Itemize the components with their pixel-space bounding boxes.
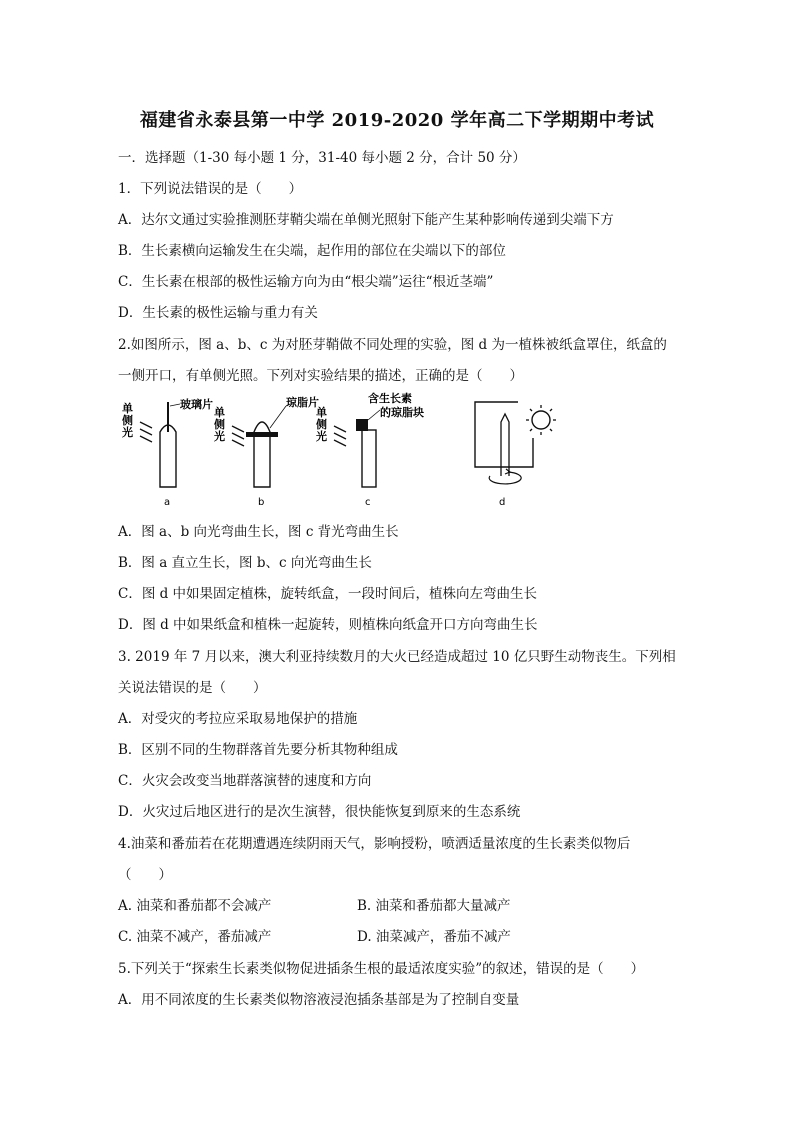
q1-option-c: C．生长素在根部的极性运输方向为由“根尖端”运往“根近茎端” xyxy=(118,274,494,290)
q4-stem-line2: （ ） xyxy=(118,867,172,883)
q3-option-c: C．火灾会改变当地群落演替的速度和方向 xyxy=(118,773,372,789)
figure-d xyxy=(475,402,556,508)
light-arrows-b xyxy=(232,426,244,446)
light-arrows-c xyxy=(334,426,346,446)
q4-option-c: C. 油菜不减产，番茄减产 xyxy=(118,929,272,945)
coleoptile-b xyxy=(254,422,270,487)
q3-option-b: B．区别不同的生物群落首先要分析其物种组成 xyxy=(118,742,398,758)
q2-option-d: D．图 d 中如果纸盒和植株一起旋转，则植株向纸盒开口方向弯曲生长 xyxy=(118,617,538,633)
light-arrows-a xyxy=(140,422,152,442)
light-label-a: 单侧光 xyxy=(122,402,133,439)
q2-stem-line2: 一侧开口，有单侧光照。下列对实验结果的描述，正确的是（ ） xyxy=(118,368,523,384)
q1-option-a: A．达尔文通过实验推测胚芽鞘尖端在单侧光照射下能产生某种影响传递到尖端下方 xyxy=(118,212,614,228)
light-label-c: 单侧光 xyxy=(316,406,327,443)
glass-label: 玻璃片 xyxy=(180,398,213,411)
figure-a xyxy=(121,397,213,508)
auxin-block-label-1: 含生长素 xyxy=(368,392,412,405)
section-heading: 一．选择题（1-30 每小题 1 分，31-40 每小题 2 分，合计 50 分） xyxy=(118,150,526,166)
label-b: b xyxy=(258,497,265,508)
q3-stem-line2: 关说法错误的是（ ） xyxy=(118,680,267,696)
plant-d xyxy=(501,414,509,462)
glass-pointer xyxy=(170,404,180,406)
coleoptile-a xyxy=(160,425,176,487)
q4-option-a: A. 油菜和番茄都不会减产 xyxy=(118,898,272,914)
label-a: a xyxy=(164,497,171,508)
q4-stem-line1: 4.油菜和番茄若在花期遭遇连续阴雨天气，影响授粉，喷洒适量浓度的生长素类似物后 xyxy=(118,836,631,852)
sun-icon xyxy=(532,411,550,429)
auxin-block-pointer xyxy=(368,410,380,420)
label-c: c xyxy=(365,497,371,508)
sun-rays xyxy=(526,405,556,435)
figure-c xyxy=(315,392,424,508)
q1-option-b: B．生长素横向运输发生在尖端，起作用的部位在尖端以下的部位 xyxy=(118,243,506,259)
paper-box xyxy=(475,402,533,467)
q4-option-d: D. 油菜减产，番茄不减产 xyxy=(357,929,511,945)
q2-option-c: C．图 d 中如果固定植株，旋转纸盒，一段时间后，植株向左弯曲生长 xyxy=(118,586,538,602)
phototropism-diagram xyxy=(118,392,588,512)
q1-option-d: D．生长素的极性运输与重力有关 xyxy=(118,305,318,321)
label-d: d xyxy=(499,497,506,508)
agar-sheet xyxy=(246,432,278,437)
agar-label: 琼脂片 xyxy=(286,396,319,409)
q5-option-a: A．用不同浓度的生长素类似物溶液浸泡插条基部是为了控制自变量 xyxy=(118,992,520,1008)
q2-option-a: A．图 a、b 向光弯曲生长，图 c 背光弯曲生长 xyxy=(118,524,399,540)
q3-stem-line1: 3. 2019 年 7 月以来，澳大利亚持续数月的大火已经造成超过 10 亿只野生动物丧生。下列相 xyxy=(118,649,676,665)
q1-stem: 1．下列说法错误的是（ ） xyxy=(118,181,303,197)
agar-pointer xyxy=(270,406,286,428)
auxin-agar-block xyxy=(356,419,368,431)
q2-option-b: B．图 a 直立生长，图 b、c 向光弯曲生长 xyxy=(118,555,372,571)
q3-option-a: A．对受灾的考拉应采取易地保护的措施 xyxy=(118,711,358,727)
page-title: 福建省永泰县第一中学 2019-2020 学年高二下学期期中考试 xyxy=(139,110,655,131)
q3-option-d: D．火灾过后地区进行的是次生演替，很快能恢复到原来的生态系统 xyxy=(118,804,521,820)
q5-stem: 5.下列关于“探索生长素类似物促进插条生根的最适浓度实验”的叙述，错误的是（ ） xyxy=(118,961,645,977)
auxin-block-label-2: 的琼脂块 xyxy=(380,406,424,419)
decapitated-coleoptile-c xyxy=(362,430,376,487)
q4-option-b: B. 油菜和番茄都大量减产 xyxy=(357,898,511,914)
phototropism-figure xyxy=(118,392,588,512)
figure-b xyxy=(213,395,319,508)
light-label-b: 单侧光 xyxy=(214,406,225,443)
q2-stem-line1: 2.如图所示，图 a、b、c 为对胚芽鞘做不同处理的实验，图 d 为一植株被纸盒罩住，纸盒的 xyxy=(118,337,667,353)
